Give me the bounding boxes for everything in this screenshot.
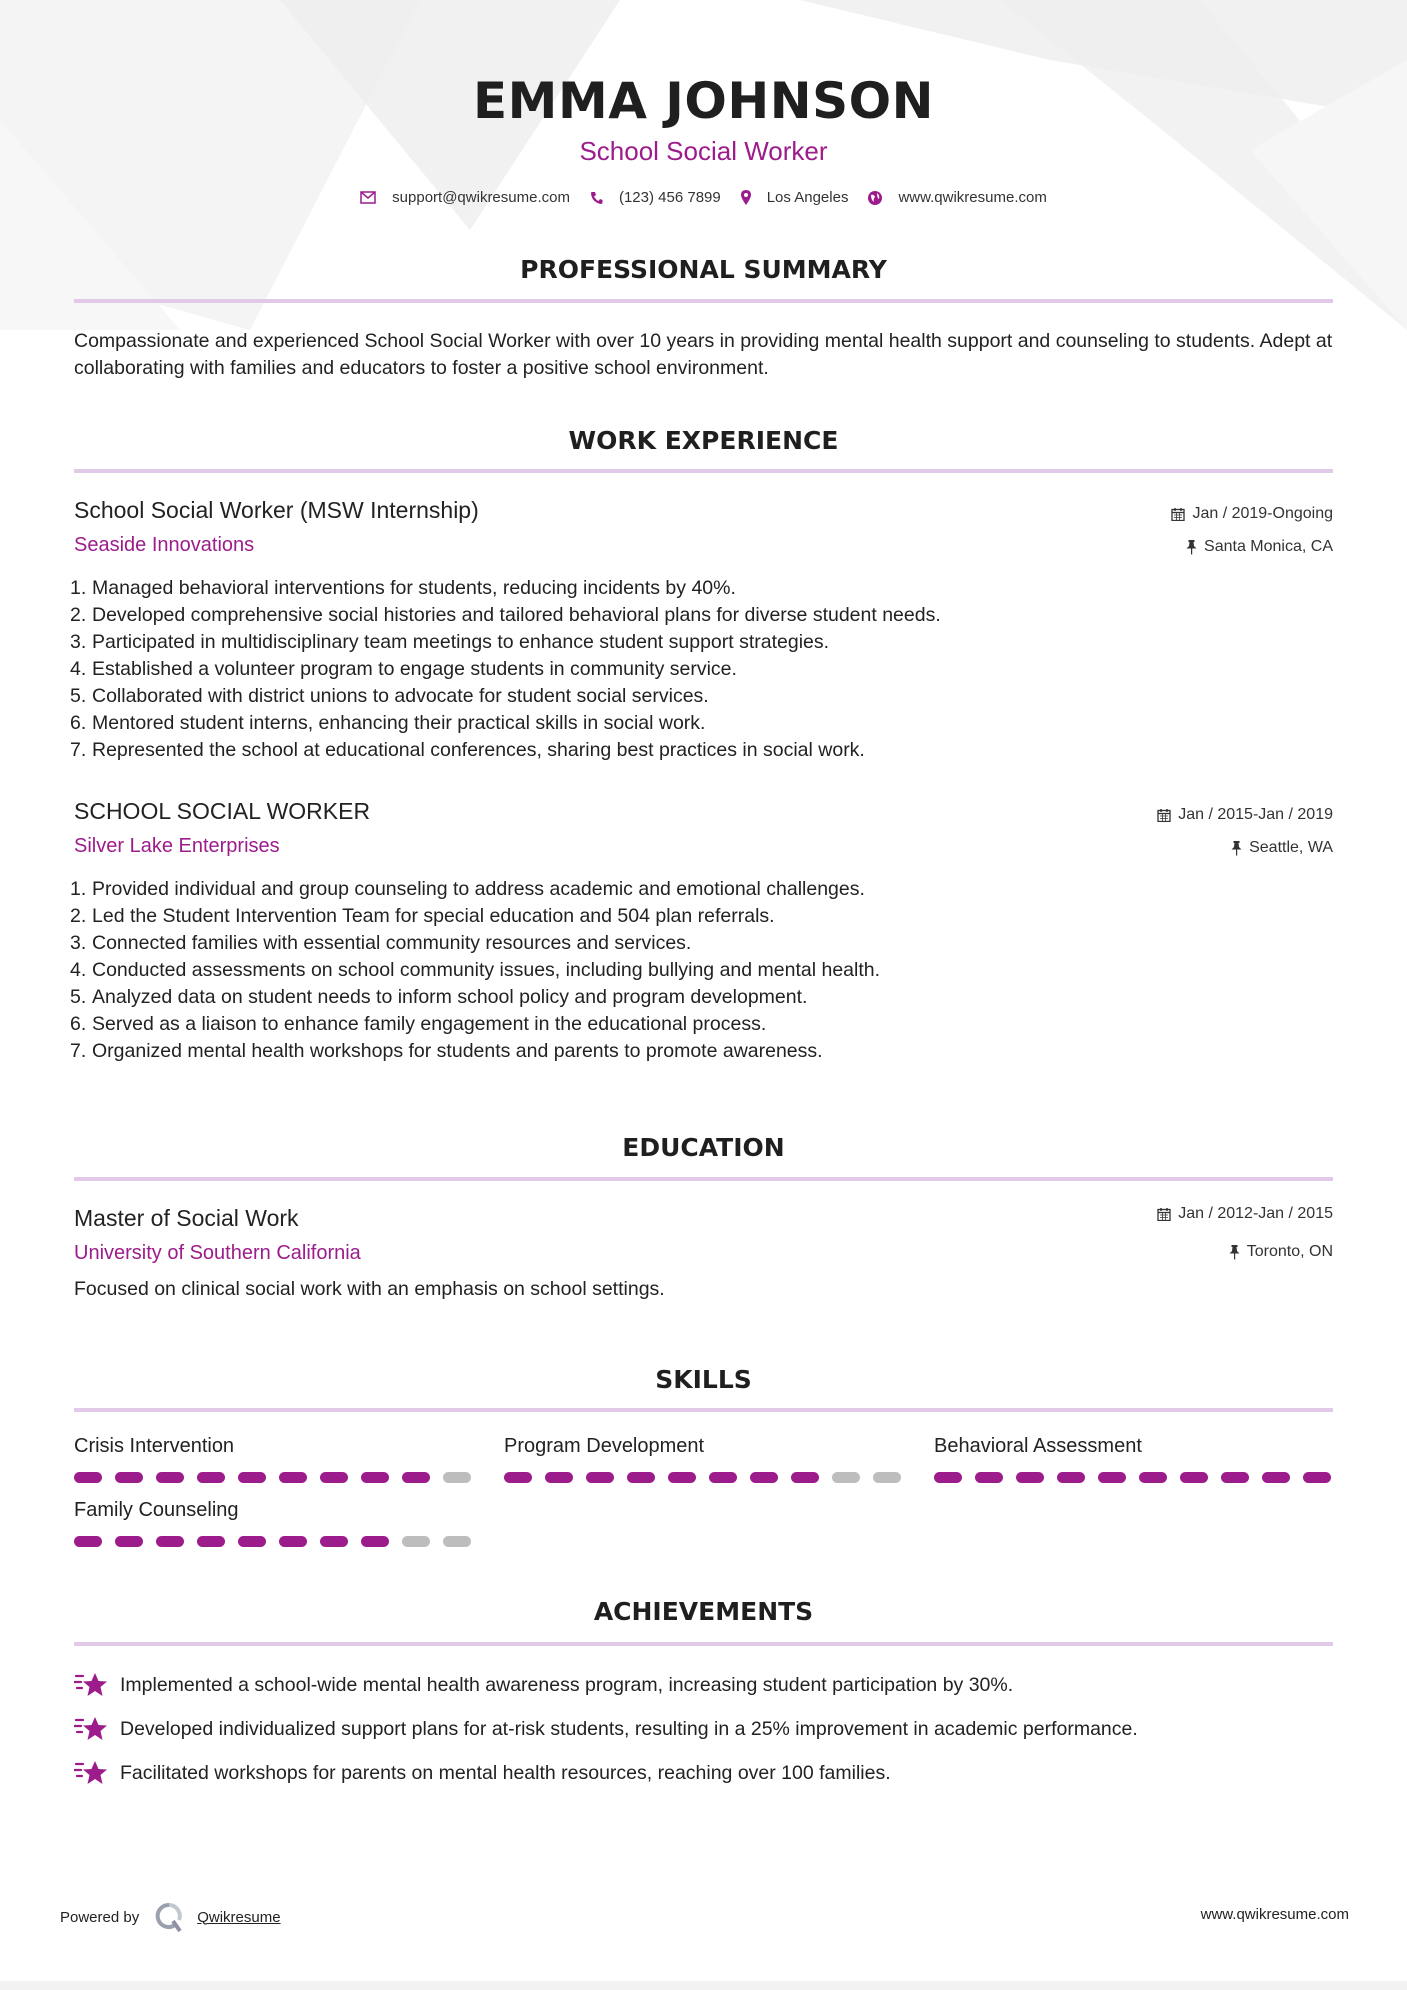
skill-dash-empty (832, 1472, 860, 1483)
qwikresume-logo-icon (155, 1902, 183, 1932)
job-title: School Social Worker (MSW Internship) (74, 497, 479, 523)
calendar-icon (1157, 1207, 1171, 1221)
section-title-education: EDUCATION (622, 1133, 785, 1162)
footer-website[interactable]: www.qwikresume.com (1200, 1906, 1349, 1923)
section-divider (74, 299, 1333, 303)
contact-phone-text: (123) 456 7899 (618, 189, 721, 206)
page-bottom-edge (0, 1981, 1407, 1990)
job-bullet: 4. Established a volunteer program to engage students in community service. (70, 658, 737, 680)
education-description: Focused on clinical social work with an emphasis on school settings. (74, 1278, 665, 1300)
job-bullet: 6. Mentored student interns, enhancing their practical skills in social work. (70, 712, 706, 734)
job-bullet: 6. Served as a liaison to enhance family engagement in the educational process. (70, 1013, 767, 1035)
candidate-title: School Social Worker (579, 136, 828, 166)
job-location (1231, 839, 1333, 857)
skill-dash-filled (361, 1472, 389, 1483)
skill-dash-empty (402, 1536, 430, 1547)
job-bullet: 3. Connected families with essential community resources and services. (70, 932, 692, 954)
job-location (1186, 538, 1333, 556)
section-divider (74, 1642, 1333, 1646)
section-title-summary: PROFESSIONAL SUMMARY (520, 255, 887, 284)
skill-dash-filled (320, 1472, 348, 1483)
section-divider (74, 1408, 1333, 1412)
job-bullet: 5. Analyzed data on student needs to inform school policy and program development. (70, 986, 808, 1008)
shooting-star-icon (74, 1670, 108, 1700)
job-title: SCHOOL SOCIAL WORKER (74, 798, 371, 824)
skill-name: Program Development (504, 1435, 705, 1457)
skill-dash-filled (586, 1472, 614, 1483)
summary-text: Compassionate and experienced School Social Worker with over 10 years in providing mental health support and counseling to students. Adept at collaborating with families and educators to foster a positive school environment. (74, 330, 1333, 379)
achievement-text: Developed individualized support plans for at-risk students, resulting in a 25% improvement in academic performance. (120, 1717, 1138, 1740)
skill-dash-filled (1221, 1472, 1249, 1483)
skill-item (74, 1435, 484, 1483)
achievement-item (74, 1758, 891, 1788)
skill-dash-filled (74, 1536, 102, 1547)
company-name: Seaside Innovations (74, 534, 255, 556)
achievement-item (74, 1670, 1013, 1700)
skill-dash-filled (156, 1536, 184, 1547)
map-marker-icon (741, 190, 751, 205)
skill-dash-filled (74, 1472, 102, 1483)
achievement-text: Implemented a school-wide mental health awareness program, increasing student participation by 30%. (120, 1673, 1014, 1696)
skill-level-bar (504, 1472, 914, 1483)
skill-dash-filled (791, 1472, 819, 1483)
job-dates (1171, 505, 1333, 523)
skill-level-bar (74, 1472, 484, 1483)
skill-dash-empty (443, 1536, 471, 1547)
globe-icon (868, 191, 882, 205)
skill-dash-filled (934, 1472, 962, 1483)
qwikresume-link[interactable]: Qwikresume (197, 1908, 281, 1926)
skill-dash-filled (545, 1472, 573, 1483)
job-location-text: Seattle, WA (1249, 839, 1333, 856)
skill-dash-filled (1057, 1472, 1085, 1483)
phone-icon (590, 191, 603, 205)
footer-powered-by (60, 1902, 281, 1932)
pushpin-icon (1186, 540, 1197, 555)
job-bullet: 2. Led the Student Intervention Team for special education and 504 plan referrals. (70, 905, 775, 927)
job-dates-text: Jan / 2019-Ongoing (1192, 505, 1333, 522)
skill-dash-filled (279, 1536, 307, 1547)
skill-name: Crisis Intervention (74, 1435, 235, 1457)
skill-dash-filled (238, 1536, 266, 1547)
skill-dash-filled (1098, 1472, 1126, 1483)
skill-dash-filled (115, 1472, 143, 1483)
skill-dash-filled (1262, 1472, 1290, 1483)
skill-dash-filled (361, 1536, 389, 1547)
education-location (1229, 1243, 1333, 1261)
achievement-item (74, 1714, 1138, 1744)
skill-dash-empty (873, 1472, 901, 1483)
skill-name: Family Counseling (74, 1499, 239, 1521)
job-bullet: 7. Represented the school at educational conferences, sharing best practices in social work. (70, 739, 865, 761)
skill-dash-filled (197, 1472, 225, 1483)
education-dates (1157, 1205, 1333, 1223)
skill-dash-filled (402, 1472, 430, 1483)
education-dates-text: Jan / 2012-Jan / 2015 (1178, 1205, 1333, 1222)
job-bullet: 1. Provided individual and group counseling to address academic and emotional challenges. (70, 878, 865, 900)
section-divider (74, 469, 1333, 473)
skill-dash-filled (975, 1472, 1003, 1483)
section-title-experience: WORK EXPERIENCE (568, 426, 839, 455)
calendar-icon (1171, 507, 1185, 521)
contact-phone[interactable] (590, 189, 721, 206)
skill-dash-filled (1303, 1472, 1331, 1483)
skill-dash-filled (197, 1536, 225, 1547)
skill-dash-filled (750, 1472, 778, 1483)
skill-dash-filled (504, 1472, 532, 1483)
skill-item (504, 1435, 914, 1483)
skill-dash-filled (115, 1536, 143, 1547)
job-dates (1157, 806, 1333, 824)
job-bullet: 2. Developed comprehensive social histories and tailored behavioral plans for diverse student needs. (70, 604, 941, 626)
contact-email[interactable] (360, 189, 570, 206)
job-bullet: 7. Organized mental health workshops for students and parents to promote awareness. (70, 1040, 823, 1062)
job-bullets (70, 575, 1340, 764)
pushpin-icon (1231, 841, 1242, 856)
skill-item (74, 1499, 484, 1547)
skill-name: Behavioral Assessment (934, 1435, 1142, 1457)
calendar-icon (1157, 808, 1171, 822)
skill-dash-filled (1139, 1472, 1167, 1483)
skill-dash-empty (443, 1472, 471, 1483)
skill-level-bar (74, 1536, 484, 1547)
achievement-text: Facilitated workshops for parents on mental health resources, reaching over 100 families. (120, 1761, 891, 1784)
company-name: Silver Lake Enterprises (74, 835, 280, 857)
skill-level-bar (934, 1472, 1344, 1483)
skill-dash-filled (1016, 1472, 1044, 1483)
contact-bar (0, 189, 1407, 206)
contact-website[interactable] (868, 189, 1046, 206)
skill-dash-filled (320, 1536, 348, 1547)
degree-title: Master of Social Work (74, 1205, 299, 1231)
contact-location (741, 189, 849, 206)
contact-location-text: Los Angeles (766, 189, 849, 206)
skill-dash-filled (1180, 1472, 1208, 1483)
shooting-star-icon (74, 1714, 108, 1744)
skill-dash-filled (279, 1472, 307, 1483)
skill-item (934, 1435, 1344, 1483)
shooting-star-icon (74, 1758, 108, 1788)
skill-dash-filled (156, 1472, 184, 1483)
job-location-text: Santa Monica, CA (1204, 538, 1333, 555)
school-name: University of Southern California (74, 1242, 361, 1264)
job-bullet: 1. Managed behavioral interventions for students, reducing incidents by 40%. (70, 577, 736, 599)
pushpin-icon (1229, 1245, 1240, 1260)
envelope-icon (360, 191, 376, 204)
job-bullet: 4. Conducted assessments on school community issues, including bullying and mental health. (70, 959, 881, 981)
contact-email-text: support@qwikresume.com (392, 189, 570, 206)
skill-dash-filled (627, 1472, 655, 1483)
job-bullet: 3. Participated in multidisciplinary team meetings to enhance student support strategies. (70, 631, 830, 653)
candidate-name: EMMA JOHNSON (473, 72, 934, 130)
skill-dash-filled (238, 1472, 266, 1483)
skill-dash-filled (709, 1472, 737, 1483)
job-bullet: 5. Collaborated with district unions to advocate for student social services. (70, 685, 709, 707)
skill-dash-filled (668, 1472, 696, 1483)
powered-by-label: Powered by (60, 1908, 140, 1926)
section-title-achievements: ACHIEVEMENTS (593, 1597, 814, 1626)
job-bullets (70, 876, 1340, 1065)
job-dates-text: Jan / 2015-Jan / 2019 (1178, 806, 1333, 823)
education-location-text: Toronto, ON (1246, 1243, 1333, 1260)
contact-website-text: www.qwikresume.com (898, 189, 1047, 206)
section-title-skills: SKILLS (655, 1365, 752, 1394)
section-divider (74, 1177, 1333, 1181)
